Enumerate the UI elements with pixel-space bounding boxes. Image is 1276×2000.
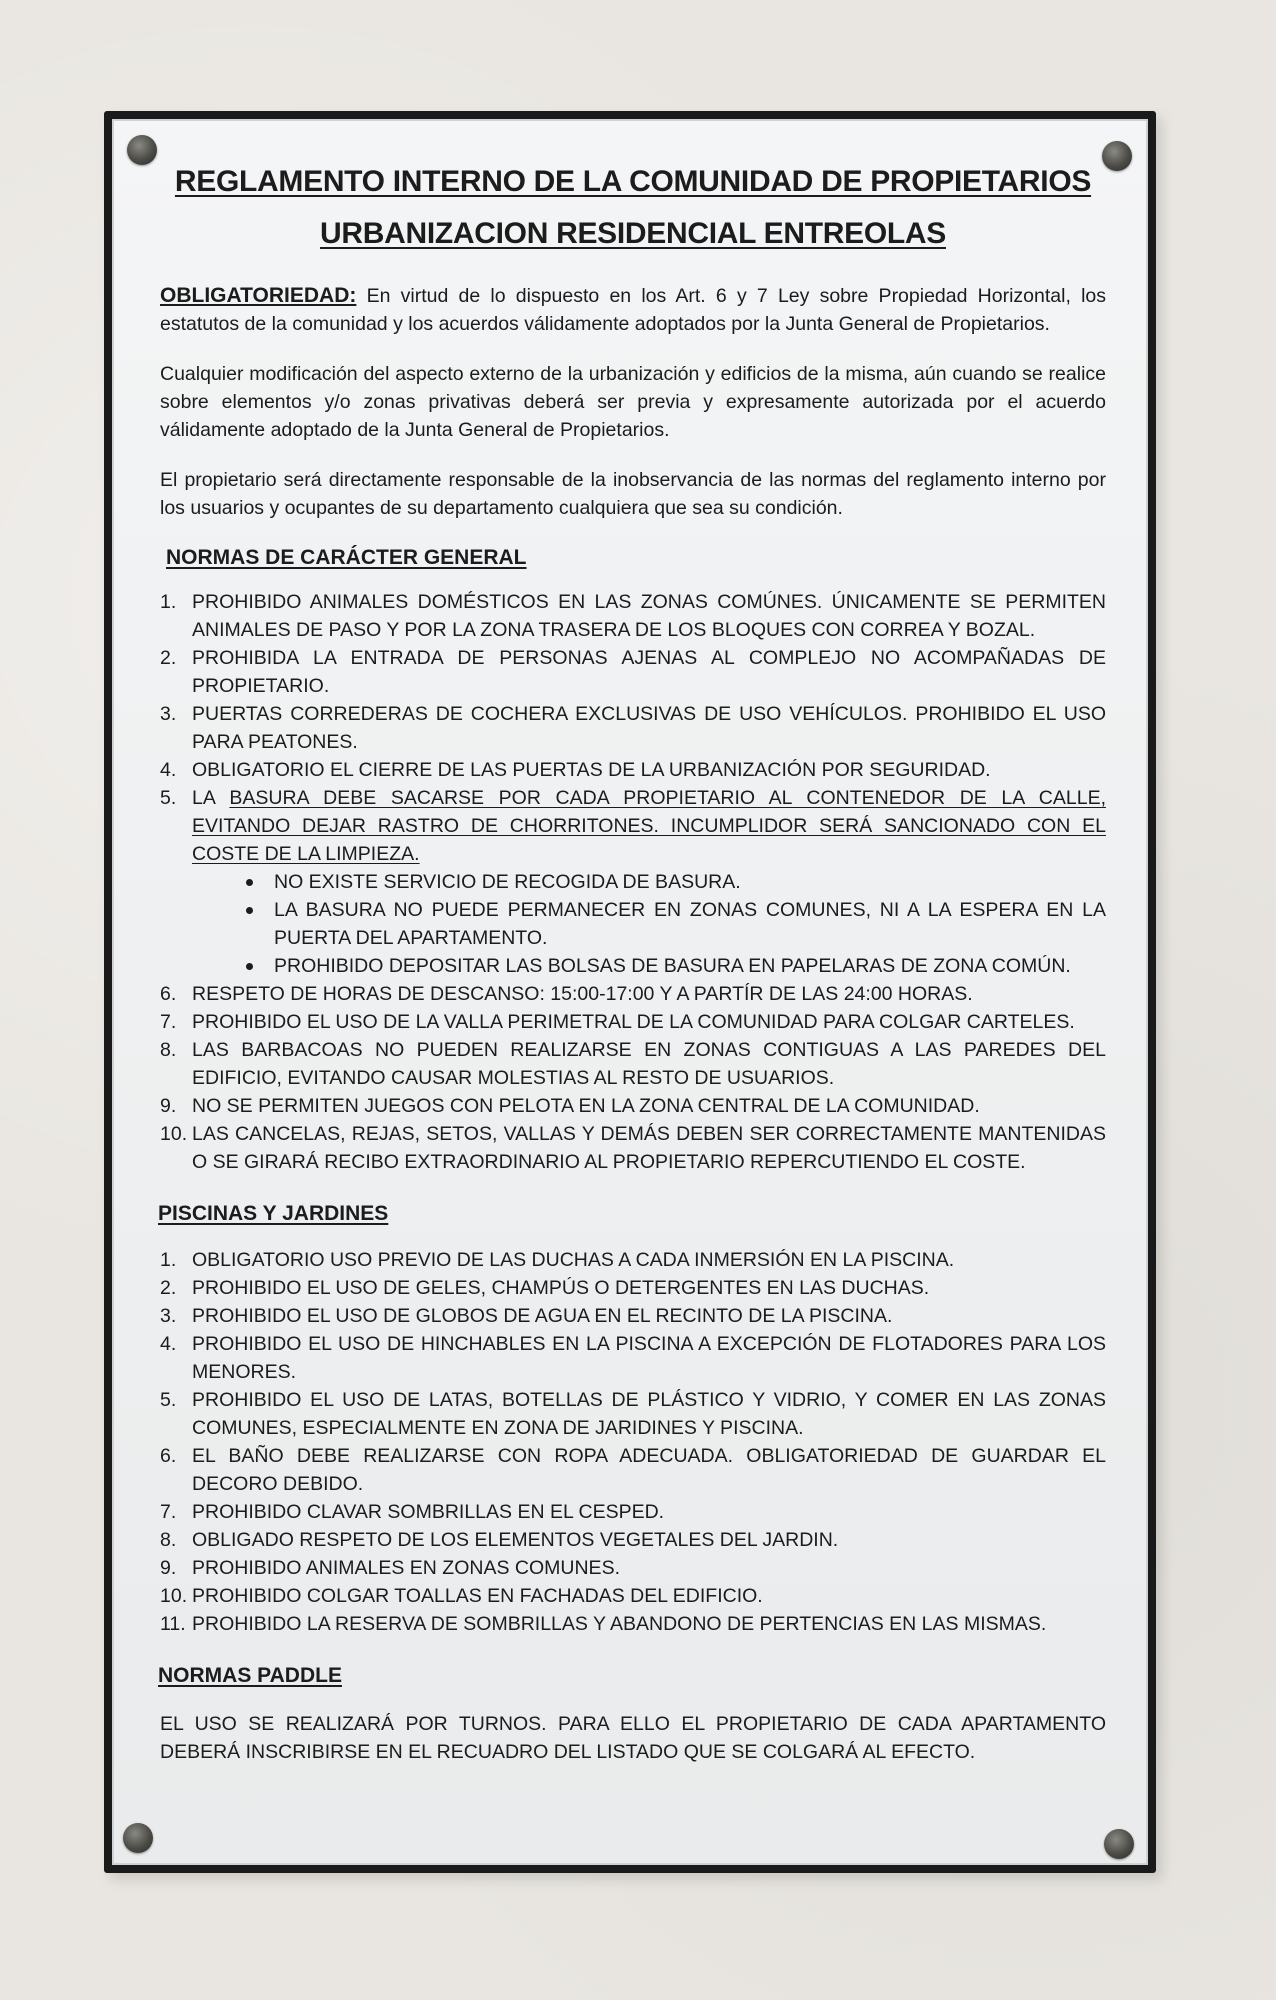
- rule-number: 8.: [160, 1529, 177, 1551]
- rule-text: PROHIBIDA LA ENTRADA DE PERSONAS AJENAS AL COMPLEJO NO ACOMPAÑADAS DE PROPIETARIO.: [192, 647, 1106, 697]
- plaque-subtitle: [160, 214, 1106, 254]
- list-item: [160, 1036, 1106, 1092]
- list-item: [160, 1120, 1106, 1176]
- general-rules-list-continued: [160, 980, 1106, 1176]
- obligatoriedad-paragraph: [160, 282, 1106, 338]
- rule-number: 9.: [160, 1095, 177, 1117]
- list-item: [160, 1008, 1106, 1036]
- rule-number: 7.: [160, 1011, 177, 1033]
- bullet-icon: [246, 907, 253, 914]
- rule-text: PROHIBIDO EL USO DE LATAS, BOTELLAS DE PLÁSTICO Y VIDRIO, Y COMER EN LAS ZONAS COMUNES, ESPECIALMENTE EN ZONA DE JARIDINES Y PISCINA.: [192, 1389, 1106, 1439]
- list-item: [160, 1246, 1106, 1274]
- list-item: [242, 952, 1106, 980]
- bullet-text: PROHIBIDO DEPOSITAR LAS BOLSAS DE BASURA EN PAPELARAS DE ZONA COMÚN.: [274, 955, 1071, 977]
- rule-number: 7.: [160, 1501, 177, 1523]
- rule-number: 4.: [160, 759, 177, 781]
- screw-icon: [1104, 1829, 1134, 1859]
- rule-text: NO SE PERMITEN JUEGOS CON PELOTA EN LA ZONA CENTRAL DE LA COMUNIDAD.: [192, 1095, 980, 1117]
- list-item: [160, 1582, 1106, 1610]
- rule-text: OBLIGADO RESPETO DE LOS ELEMENTOS VEGETALES DEL JARDIN.: [192, 1529, 839, 1551]
- rule-number: 1.: [160, 591, 177, 613]
- garbage-bullet-list: [242, 868, 1106, 980]
- bullet-text: NO EXISTE SERVICIO DE RECOGIDA DE BASURA.: [274, 871, 741, 893]
- rule-prefix: LA: [192, 787, 230, 809]
- rule-number: 10.: [160, 1585, 188, 1607]
- list-item: [160, 644, 1106, 700]
- list-item: [160, 1610, 1106, 1638]
- rule-text: RESPETO DE HORAS DE DESCANSO: 15:00-17:00 Y A PARTÍR DE LAS 24:00 HORAS.: [192, 983, 973, 1005]
- rule-text: PUERTAS CORREDERAS DE COCHERA EXCLUSIVAS DE USO VEHÍCULOS. PROHIBIDO EL USO PARA PEATONES.: [192, 703, 1106, 753]
- rule-number: 6.: [160, 1445, 177, 1467]
- responsibility-paragraph: El propietario será directamente responsable de la inobservancia de las normas del reglamento interno por los usuarios y ocupantes de su departamento cualquiera que sea su condición.: [160, 469, 1106, 519]
- obligatoriedad-label: OBLIGATORIEDAD:: [160, 284, 357, 307]
- list-item: [160, 1386, 1106, 1442]
- rule-text: BASURA DEBE SACARSE POR CADA PROPIETARIO AL CONTENEDOR DE LA CALLE, EVITANDO DEJAR RASTRO DE CHORRITONES. INCUMPLIDOR SERÁ SANCIONADO CON EL COSTE DE LA LIMPIEZA.: [192, 787, 1106, 865]
- obligatoriedad-text: En virtud de lo dispuesto en los Art. 6 y 7 Ley sobre Propiedad Horizontal, los estatutos de la comunidad y los acuerdos válidamente adoptados por la Junta General de Propietarios.: [160, 285, 1106, 335]
- rule-text: PROHIBIDO EL USO DE LA VALLA PERIMETRAL DE LA COMUNIDAD PARA COLGAR CARTELES.: [192, 1011, 1075, 1033]
- rule-text: LAS BARBACOAS NO PUEDEN REALIZARSE EN ZONAS CONTIGUAS A LAS PAREDES DEL EDIFICIO, EVITANDO CAUSAR MOLESTIAS AL RESTO DE USUARIOS.: [192, 1039, 1106, 1089]
- plaque-title: [160, 162, 1106, 202]
- rule-text: LAS CANCELAS, REJAS, SETOS, VALLAS Y DEMÁS DEBEN SER CORRECTAMENTE MANTENIDAS O SE GIRARÁ RECIBO EXTRAORDINARIO AL PROPIETARIO REPERCUTIENDO EL COSTE.: [192, 1123, 1106, 1173]
- rule-text: PROHIBIDO COLGAR TOALLAS EN FACHADAS DEL EDIFICIO.: [192, 1585, 763, 1607]
- list-item: [160, 980, 1106, 1008]
- rule-number: 6.: [160, 983, 177, 1005]
- plaque-content: [160, 162, 1106, 1766]
- general-rules-heading: NORMAS DE CARÁCTER GENERAL: [166, 546, 527, 569]
- rule-text: OBLIGATORIO USO PREVIO DE LAS DUCHAS A CADA INMERSIÓN EN LA PISCINA.: [192, 1249, 955, 1271]
- rule-text: PROHIBIDO ANIMALES DOMÉSTICOS EN LAS ZONAS COMÚNES. ÚNICAMENTE SE PERMITEN ANIMALES DE PASO Y POR LA ZONA TRASERA DE LOS BLOQUES CON CORREA Y BOZAL.: [192, 591, 1106, 641]
- screw-icon: [123, 1823, 153, 1853]
- rule-number: 1.: [160, 1249, 177, 1271]
- rule-number: 5.: [160, 1389, 177, 1411]
- modification-paragraph: Cualquier modificación del aspecto externo de la urbanización y edificios de la misma, aún cuando se realice sobre elementos y/o zonas privativas deberá ser previa y expresamente autorizada por el acuerdo válidamente adoptado de la Junta General de Propietarios.: [160, 363, 1106, 441]
- rule-number: 9.: [160, 1557, 177, 1579]
- rule-number: 11.: [160, 1613, 186, 1635]
- rule-text: PROHIBIDO EL USO DE GELES, CHAMPÚS O DETERGENTES EN LAS DUCHAS.: [192, 1277, 930, 1299]
- list-item: [160, 1498, 1106, 1526]
- list-item: [160, 1442, 1106, 1498]
- rule-number: 3.: [160, 703, 177, 725]
- list-item: [160, 1330, 1106, 1386]
- rule-number: 10.: [160, 1123, 188, 1145]
- rule-number: 5.: [160, 787, 177, 809]
- bullet-text: LA BASURA NO PUEDE PERMANECER EN ZONAS COMUNES, NI A LA ESPERA EN LA PUERTA DEL APARTAMENTO.: [274, 899, 1106, 949]
- list-item: [160, 1302, 1106, 1330]
- pool-gardens-heading: PISCINAS Y JARDINES: [158, 1202, 389, 1225]
- list-item: [160, 700, 1106, 756]
- list-item: [160, 588, 1106, 644]
- list-item: [160, 1274, 1106, 1302]
- rule-text: PROHIBIDO LA RESERVA DE SOMBRILLAS Y ABANDONO DE PERTENCIAS EN LAS MISMAS.: [192, 1613, 1047, 1635]
- screw-icon: [127, 135, 157, 165]
- list-item: [160, 756, 1106, 784]
- rule-number: 4.: [160, 1333, 177, 1355]
- rule-number: 8.: [160, 1039, 177, 1061]
- title-line-2: URBANIZACION RESIDENCIAL ENTREOLAS: [320, 217, 946, 250]
- rule-text: EL BAÑO DEBE REALIZARSE CON ROPA ADECUADA. OBLIGATORIEDAD DE GUARDAR EL DECORO DEBIDO.: [192, 1445, 1106, 1495]
- rule-text: PROHIBIDO ANIMALES EN ZONAS COMUNES.: [192, 1557, 620, 1579]
- rule-number: 2.: [160, 647, 177, 669]
- rule-number: 2.: [160, 1277, 177, 1299]
- list-item: [242, 896, 1106, 952]
- screw-icon: [1102, 141, 1132, 171]
- list-item: [160, 1554, 1106, 1582]
- title-line-1: REGLAMENTO INTERNO DE LA COMUNIDAD DE PROPIETARIOS: [174, 165, 1092, 198]
- paddle-text: EL USO SE REALIZARÁ POR TURNOS. PARA ELLO EL PROPIETARIO DE CADA APARTAMENTO DEBERÁ INSCRIBIRSE EN EL RECUADRO DEL LISTADO QUE SE COLGARÁ AL EFECTO.: [160, 1713, 1106, 1763]
- rule-text: PROHIBIDO EL USO DE HINCHABLES EN LA PISCINA A EXCEPCIÓN DE FLOTADORES PARA LOS MENORES.: [192, 1333, 1106, 1383]
- rule-text: OBLIGATORIO EL CIERRE DE LAS PUERTAS DE LA URBANIZACIÓN POR SEGURIDAD.: [192, 759, 991, 781]
- list-item: [242, 868, 1106, 896]
- pool-rules-list: [160, 1246, 1106, 1638]
- rule-text: PROHIBIDO CLAVAR SOMBRILLAS EN EL CESPED.: [192, 1501, 665, 1523]
- list-item: [160, 1526, 1106, 1554]
- paddle-heading: NORMAS PADDLE: [158, 1664, 342, 1687]
- bullet-icon: [246, 963, 253, 970]
- rule-text: PROHIBIDO EL USO DE GLOBOS DE AGUA EN EL RECINTO DE LA PISCINA.: [192, 1305, 893, 1327]
- general-rules-list: [160, 588, 1106, 868]
- bullet-icon: [246, 879, 253, 886]
- list-item: [160, 784, 1106, 868]
- list-item: [160, 1092, 1106, 1120]
- rule-number: 3.: [160, 1305, 177, 1327]
